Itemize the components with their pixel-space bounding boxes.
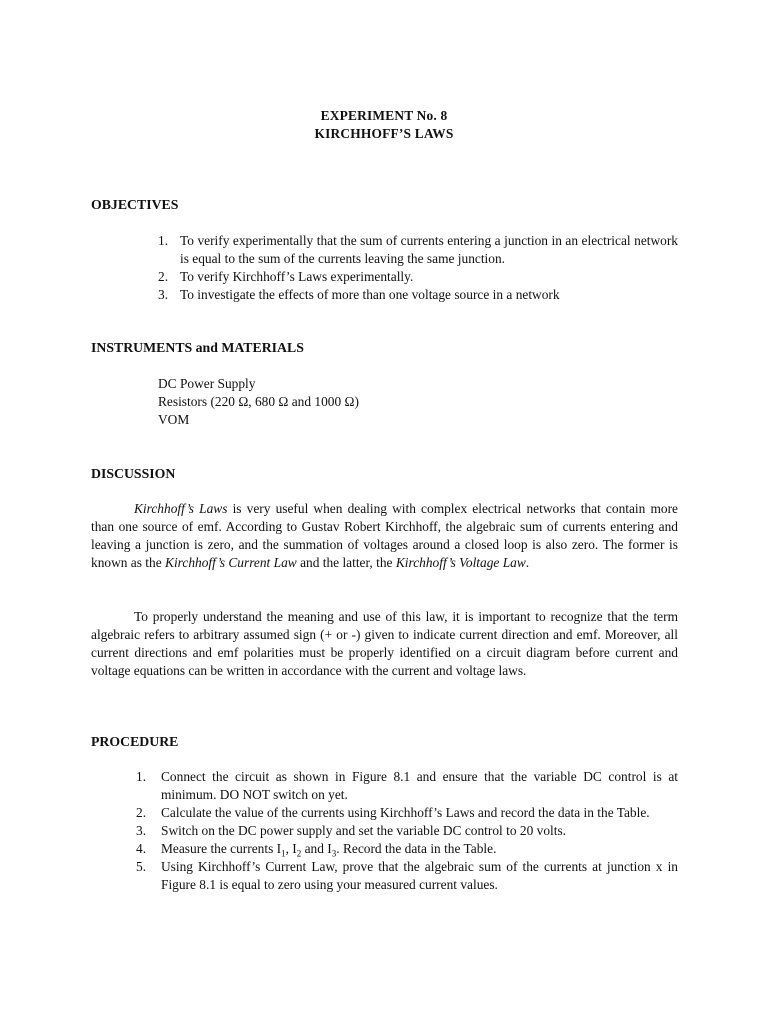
discussion-paragraph-2	[91, 608, 678, 680]
text-segment: Measure the currents I	[161, 841, 282, 856]
paragraph-text: To properly understand the meaning and use of this law, it is important to recognize that the term algebraic refers to arbitrary assumed sign (+ or -) given to indicate current direction and emf. Moreover, all current directions and emf polarities must be properly identified on a circuit diagram before current and voltage equations can be written in accordance with the current and voltage laws.	[91, 609, 678, 678]
term-current-law: Kirchhoff’s Current Law	[165, 555, 297, 570]
list-item	[136, 804, 678, 822]
text-segment: , I	[285, 841, 297, 856]
discussion-heading: DISCUSSION	[91, 466, 176, 481]
item-number: 3.	[158, 287, 169, 302]
item-number: 1.	[136, 769, 147, 784]
procedure-heading: PROCEDURE	[91, 734, 179, 749]
item-number: 1.	[158, 233, 169, 248]
item-text: Using Kirchhoff’s Current Law, prove that the algebraic sum of the currents at junction x in Figure 8.1 is equal to zero using your measured current values.	[161, 859, 678, 892]
item-number: 2.	[158, 269, 169, 284]
item-text	[161, 841, 497, 859]
list-item	[136, 822, 678, 840]
item-text: To verify Kirchhoff’s Laws experimentally.	[180, 269, 414, 284]
discussion-paragraph-1	[91, 500, 678, 572]
item-text: Calculate the value of the currents using Kirchhoff’s Laws and record the data in the Table.	[161, 805, 650, 820]
objectives-heading: OBJECTIVES	[91, 197, 179, 212]
objectives-list	[158, 232, 678, 304]
item-number: 4.	[136, 841, 147, 856]
list-item	[158, 286, 678, 304]
item-text: Connect the circuit as shown in Figure 8.1 and ensure that the variable DC control is at minimum. DO NOT switch on yet.	[161, 769, 678, 802]
materials-item: DC Power Supply	[158, 376, 256, 391]
paragraph-text: and the latter, the	[296, 555, 396, 570]
list-item	[158, 232, 678, 268]
subscript: 2	[296, 848, 302, 859]
materials-item: Resistors (220 Ω, 680 Ω and 1000 Ω)	[158, 394, 359, 409]
subscript: 1	[281, 848, 286, 859]
experiment-title: KIRCHHOFF’S LAWS	[314, 126, 454, 141]
list-item	[158, 268, 678, 286]
item-number: 5.	[136, 859, 147, 874]
item-text: To investigate the effects of more than one voltage source in a network	[180, 287, 560, 302]
text-segment: . Record the data in the Table.	[336, 841, 497, 856]
text-segment: and I	[301, 841, 332, 856]
procedure-list	[136, 768, 678, 894]
materials-heading: INSTRUMENTS and MATERIALS	[91, 340, 304, 355]
item-text: To verify experimentally that the sum of currents entering a junction in an electrical network is equal to the sum of the currents leaving the same junction.	[180, 233, 678, 266]
term-voltage-law: Kirchhoff’s Voltage Law	[395, 555, 526, 570]
item-text: Switch on the DC power supply and set the variable DC control to 20 volts.	[161, 823, 567, 838]
term-kirchhoffs-laws: Kirchhoff’s Laws	[134, 501, 228, 516]
item-number: 2.	[136, 805, 147, 820]
paragraph-text: is very useful when dealing with complex electrical networks that contain more than one source of emf. According to Gustav Robert Kirchhoff, the algebraic sum of currents entering and leaving a junction is zero, and the summation of voltages around a closed loop is also zero. The former is known as the	[91, 501, 678, 570]
list-item	[136, 768, 678, 804]
item-number: 3.	[136, 823, 147, 838]
list-item	[136, 858, 678, 894]
subscript: 3	[331, 848, 337, 859]
paragraph-text: .	[525, 555, 530, 570]
experiment-number: EXPERIMENT No. 8	[320, 108, 448, 123]
materials-item: VOM	[158, 412, 190, 427]
list-item	[136, 840, 678, 858]
